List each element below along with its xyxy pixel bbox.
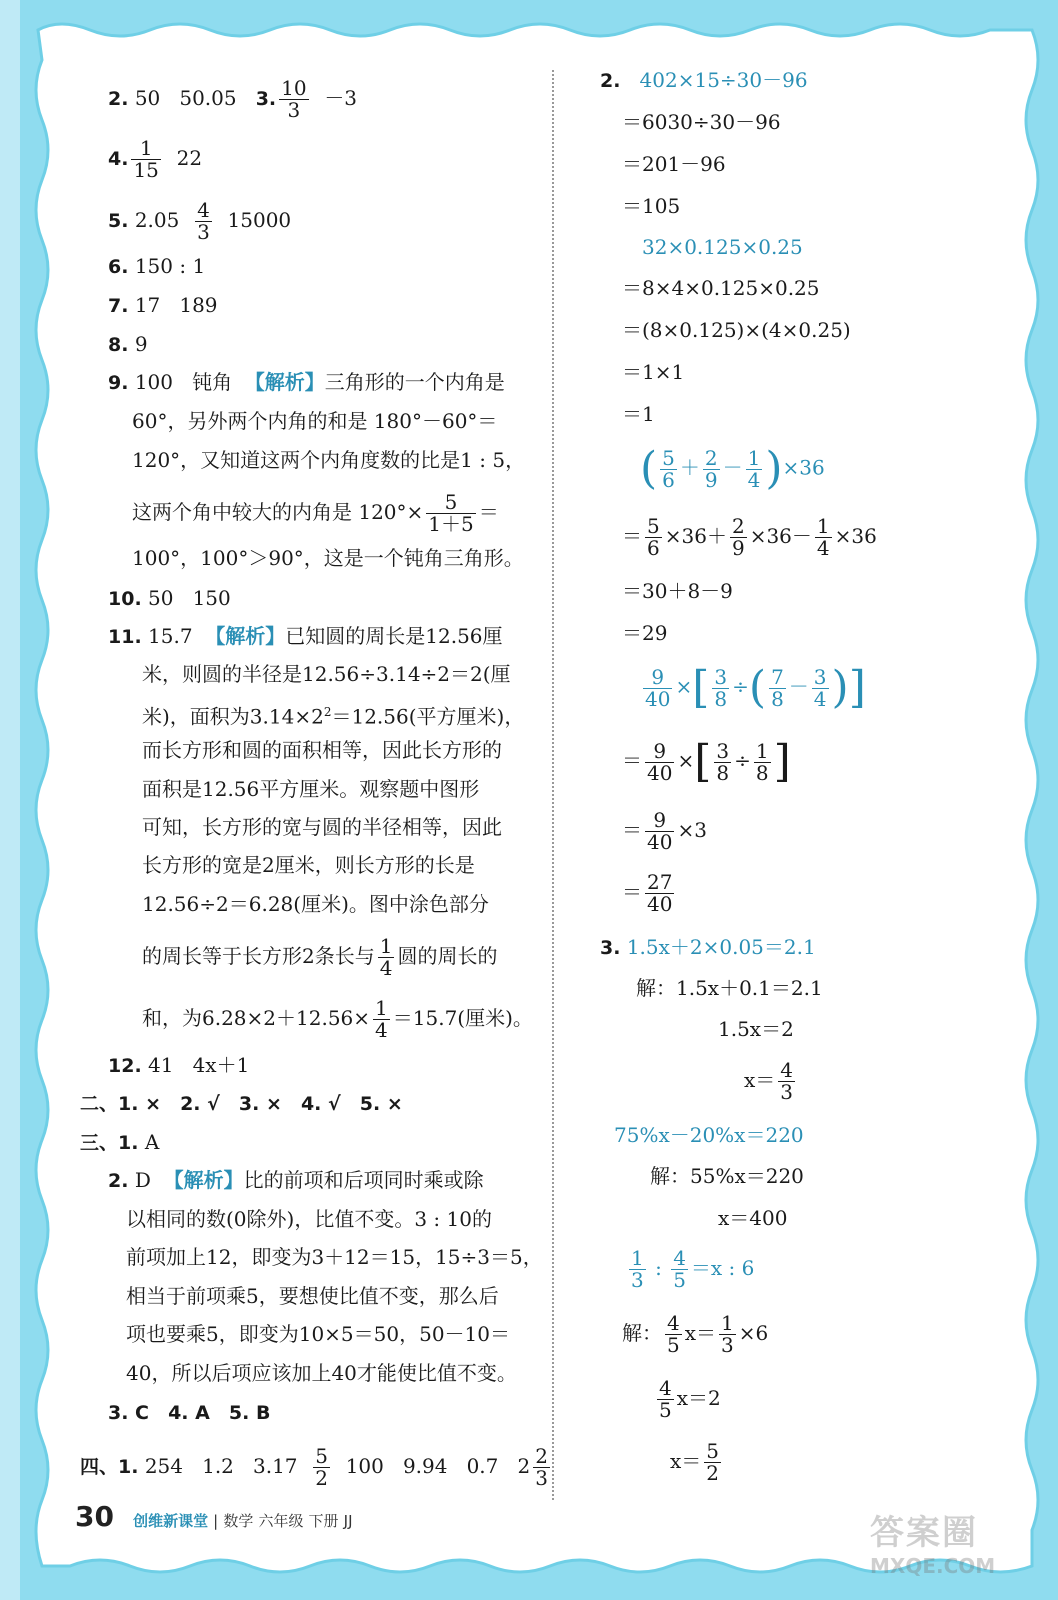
- answer-line: 3. C 4. A 5. B: [108, 1402, 271, 1424]
- step-line: x＝ $\frac{5}{2}$: [670, 1439, 720, 1485]
- text-line: 的周长等于长方形2条长与 $\frac{1}{4}$ 圆的周长的: [142, 934, 498, 980]
- grade: 六年级: [258, 1512, 304, 1530]
- analysis-tag: 【解析】: [163, 1168, 244, 1192]
- text-line: 前项加上12，即变为3＋12＝15，15÷3＝5，: [126, 1245, 543, 1269]
- step-line: x＝400: [718, 1206, 788, 1230]
- fraction: $\frac{2}{9}$: [704, 445, 718, 492]
- answer-line: 2. D 【解析】比的前项和后项同时乘或除: [108, 1168, 484, 1192]
- step-line: x＝ $\frac{4}{3}$: [744, 1058, 794, 1104]
- answer-line: 2. 50 50.05 3. $\frac{10}{3}$ －3: [108, 76, 358, 122]
- section-three-heading: 三、1. A: [80, 1130, 160, 1154]
- answer-line: 6. 150 : 1: [108, 254, 206, 278]
- fraction: $\frac{2}{9}$: [731, 514, 745, 560]
- fraction: $\frac{5}{2}$: [706, 1439, 720, 1485]
- text-line: 40，所以后项应该加上40才能使比值不变。: [126, 1361, 517, 1385]
- fraction: $\frac{2}{3}$: [535, 1444, 548, 1490]
- text-line: 而长方形和圆的面积相等，因此长方形的: [142, 738, 502, 762]
- fraction: $\frac{3}{8}$: [716, 738, 730, 785]
- text-line: 长方形的宽是2厘米，则长方形的长是: [142, 853, 475, 877]
- problem-line: 2. 402×15÷30－96: [600, 68, 808, 92]
- step-line: ＝29: [622, 621, 668, 645]
- step-line: ＝6030÷30－96: [622, 110, 781, 134]
- answer-line: 4. $\frac{1}{15}$ 22: [108, 136, 203, 182]
- watermark: 答案圈 MXQE.COM: [870, 1513, 996, 1578]
- step-line: 1.5x＝2: [718, 1017, 794, 1041]
- fraction: $\frac{5}{1+5}$: [428, 490, 474, 536]
- answer-line: 11. 15.7 【解析】已知圆的周长是12.56厘: [108, 624, 503, 648]
- step-line: ＝1: [622, 402, 655, 426]
- fraction: $\frac{1}{4}$: [375, 996, 388, 1042]
- column-divider: [552, 70, 554, 1500]
- step-line: ＝1×1: [622, 360, 685, 384]
- step-line: ＝30＋8－9: [622, 579, 733, 603]
- step-line: ＝ $\frac{5}{6}$ ×36＋ $\frac{2}{9}$ ×36－ $\frac{1}{4}$ ×36: [622, 514, 877, 560]
- text-line: 100°，100°＞90°，这是一个钝角三角形。: [132, 546, 524, 570]
- fraction: $\frac{7}{8}$: [771, 664, 784, 711]
- analysis-tag: 【解析】: [244, 370, 325, 394]
- problem-line: $\frac{1}{3}$ : $\frac{4}{5}$ ＝x : 6: [631, 1246, 755, 1292]
- step-line: 解：1.5x＋0.1＝2.1: [636, 976, 823, 1000]
- answer-line: 12. 41 4x＋1: [108, 1053, 250, 1077]
- step-line: ＝ $\frac{9}{40}$ ×[ $\frac{3}{8}$ ÷ $\frac{1}{8}$ ]: [622, 736, 791, 787]
- fraction: $\frac{4}{3}$: [780, 1058, 794, 1104]
- text-line: 以相同的数(0除外)，比值不变。3 : 10的: [126, 1207, 492, 1231]
- fraction: $\frac{1}{4}$: [816, 514, 830, 560]
- fraction: $\frac{4}{3}$: [197, 198, 210, 244]
- fraction: $\frac{4}{5}$: [667, 1311, 680, 1357]
- text-line: 60°，另外两个内角的和是 180°－60°＝: [132, 409, 498, 433]
- step-line: $\frac{4}{5}$ x＝2: [659, 1376, 721, 1422]
- fraction: $\frac{5}{6}$: [662, 445, 675, 492]
- fraction: $\frac{1}{8}$: [755, 738, 769, 785]
- fraction: $\frac{5}{6}$: [647, 514, 660, 560]
- fraction: $\frac{9}{40}$: [647, 808, 673, 854]
- series-name: 创维新课堂: [133, 1512, 209, 1530]
- fraction: $\frac{1}{3}$: [721, 1311, 734, 1357]
- page-footer: 30 创维新课堂 | 数学 六年级 下册 JJ: [75, 1500, 353, 1533]
- fraction: $\frac{3}{8}$: [714, 664, 728, 711]
- text-line: 米)，面积为$3.14\times 2^2=12.56$(平方厘米)，: [142, 704, 525, 729]
- fraction: $\frac{9}{40}$: [645, 664, 671, 711]
- step-line: ＝105: [622, 194, 681, 218]
- text-line: 可知，长方形的宽与圆的半径相等，因此: [142, 815, 502, 839]
- section-four-answers: 四、1. 254 1.2 3.17 $\frac{5}{2}$ 100 9.94 0.7 2 $\frac{2}{3}$: [80, 1444, 548, 1490]
- answer-line: 8. 9: [108, 332, 148, 356]
- step-line: ＝ $\frac{9}{40}$ ×3: [622, 808, 707, 854]
- fraction: $\frac{4}{5}$: [673, 1246, 686, 1292]
- problem-line: 75%x－20%x＝220: [614, 1123, 804, 1147]
- step-line: ＝201－96: [622, 152, 726, 176]
- subject: 数学: [223, 1512, 254, 1530]
- fraction: $\frac{1}{4}$: [379, 934, 393, 980]
- problem-line: ( $\frac{5}{6}$ ＋ $\frac{2}{9}$ － $\frac{1}{4}$ )×36: [640, 443, 825, 494]
- fraction: $\frac{4}{5}$: [659, 1376, 672, 1422]
- analysis-tag: 【解析】: [205, 624, 286, 648]
- fraction: $\frac{1}{15}$: [133, 136, 159, 182]
- step-line: ＝8×4×0.125×0.25: [622, 276, 820, 300]
- text-line: 相当于前项乘5，要想使比值不变，那么后: [126, 1284, 499, 1308]
- section-two-answers: 二、1. × 2. √ 3. × 4. √ 5. ×: [80, 1093, 403, 1115]
- fraction: $\frac{9}{40}$: [647, 738, 673, 785]
- page-number: 30: [75, 1500, 114, 1533]
- fraction: $\frac{1}{3}$: [631, 1246, 644, 1292]
- answer-line: 5. 2.05 $\frac{4}{3}$ 15000: [108, 198, 292, 244]
- text-line: 米，则圆的半径是12.56÷3.14÷2＝2(厘: [142, 662, 511, 686]
- text-line: 12.56÷2＝6.28(厘米)。图中涂色部分: [142, 892, 489, 916]
- answer-line: 9. 100 钝角 【解析】三角形的一个内角是: [108, 370, 505, 394]
- step-line: 解： $\frac{4}{5}$ x＝ $\frac{1}{3}$ ×6: [622, 1311, 769, 1357]
- step-line: 解：55%x＝220: [650, 1164, 804, 1188]
- fraction: $\frac{27}{40}$: [647, 870, 673, 916]
- answer-line: 10. 50 150: [108, 586, 231, 610]
- text-line: 项也要乘5，即变为10×5＝50，50－10＝: [126, 1322, 511, 1346]
- step-line: ＝(8×0.125)×(4×0.25): [622, 318, 851, 342]
- fraction: $\frac{10}{3}$: [281, 76, 307, 122]
- fraction: $\frac{1}{4}$: [747, 445, 761, 492]
- fraction: $\frac{3}{4}$: [813, 664, 827, 711]
- text-line: 和，为6.28×2＋12.56× $\frac{1}{4}$ ＝15.7(厘米)。: [142, 996, 533, 1042]
- text-line: 面积是12.56平方厘米。观察题中图形: [142, 777, 480, 801]
- answer-line: 7. 17 189: [108, 293, 218, 317]
- volume: 下册: [308, 1512, 339, 1530]
- fraction: $\frac{5}{2}$: [315, 1444, 328, 1490]
- problem-line: 32×0.125×0.25: [642, 235, 803, 259]
- problem-line: $\frac{9}{40}$ ×[ $\frac{3}{8}$ ÷( $\frac{7}{8}$ － $\frac{3}{4}$ )]: [645, 662, 866, 713]
- problem-line: 3. 1.5x＋2×0.05＝2.1: [600, 935, 816, 959]
- text-line: 这两个角中较大的内角是 120°× $\frac{5}{1+5}$ ＝: [132, 490, 499, 536]
- edition: JJ: [343, 1512, 353, 1530]
- step-line: ＝ $\frac{27}{40}$: [622, 870, 673, 916]
- text-line: 120°，又知道这两个内角度数的比是1 : 5，: [132, 448, 526, 472]
